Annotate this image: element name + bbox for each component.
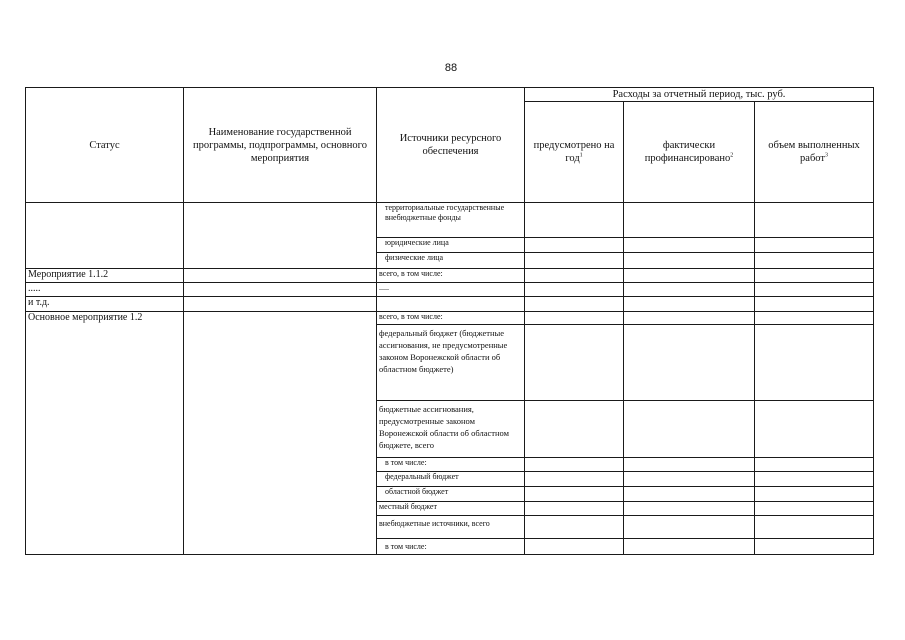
table-row: [26, 269, 874, 283]
page-number: 88: [444, 62, 458, 74]
value-cell: [755, 325, 874, 401]
value-cell: [755, 458, 874, 472]
source-cell: .....: [377, 283, 525, 297]
value-cell: [755, 312, 874, 325]
value-cell: [525, 283, 624, 297]
value-cell: [624, 269, 755, 283]
value-cell: [624, 325, 755, 401]
value-cell: [624, 472, 755, 487]
name-cell: [184, 203, 377, 269]
source-cell: местный бюджет: [377, 502, 525, 516]
value-cell: [525, 401, 624, 458]
footnote-marker: 1: [579, 152, 583, 159]
header-works: [755, 102, 874, 203]
header-row: [26, 88, 874, 102]
value-cell: [755, 401, 874, 458]
source-cell: в том числе:: [377, 539, 525, 555]
source-cell: федеральный бюджет (бюджетные ассигнования, не предусмотренные законом Воронежской области об областном бюджете): [377, 325, 525, 401]
value-cell: [525, 325, 624, 401]
value-cell: [755, 472, 874, 487]
value-cell: [624, 283, 755, 297]
value-cell: [755, 269, 874, 283]
header-status: Статус: [26, 88, 184, 203]
value-cell: [624, 203, 755, 238]
source-cell: юридические лица: [377, 238, 525, 253]
value-cell: [755, 238, 874, 253]
status-cell: и т.д.: [26, 297, 184, 312]
value-cell: [624, 487, 755, 502]
value-cell: [624, 312, 755, 325]
footnote-marker: 2: [730, 152, 734, 159]
value-cell: [525, 502, 624, 516]
value-cell: [624, 297, 755, 312]
value-cell: [755, 253, 874, 269]
source-cell: всего, в том числе:: [377, 269, 525, 283]
source-cell: в том числе:: [377, 458, 525, 472]
value-cell: [755, 539, 874, 555]
header-expenses: Расходы за отчетный период, тыс. руб.: [525, 88, 874, 102]
header-works-label: объем выполненных работ: [768, 140, 860, 164]
name-cell: [184, 283, 377, 297]
value-cell: [624, 253, 755, 269]
header-financed-label: фактически профинансировано: [644, 140, 731, 164]
value-cell: [525, 539, 624, 555]
header-planned-label: предусмотрено на год: [533, 140, 615, 164]
name-cell: [184, 312, 377, 555]
name-cell: [184, 297, 377, 312]
table-row: [26, 312, 874, 325]
source-cell: [377, 297, 525, 312]
status-cell: [26, 203, 184, 269]
value-cell: [525, 203, 624, 238]
source-cell: областной бюджет: [377, 487, 525, 502]
value-cell: [525, 472, 624, 487]
value-cell: [624, 401, 755, 458]
source-cell: территориальные государственные внебюджетные фонды: [377, 203, 525, 238]
status-cell: Мероприятие 1.1.2: [26, 269, 184, 283]
source-cell: внебюджетные источники, всего: [377, 516, 525, 539]
status-cell: .....: [26, 283, 184, 297]
value-cell: [755, 516, 874, 539]
value-cell: [755, 283, 874, 297]
table-row: [26, 203, 874, 238]
value-cell: [525, 238, 624, 253]
header-planned: [525, 102, 624, 203]
source-cell: бюджетные ассигнования, предусмотренные законом Воронежской области об областном бюджете, всего: [377, 401, 525, 458]
header-name: Наименование государственной программы, подпрограммы, основного мероприятия: [184, 88, 377, 203]
status-cell: Основное мероприятие 1.2: [26, 312, 184, 555]
name-cell: [184, 269, 377, 283]
table-row: [26, 297, 874, 312]
value-cell: [755, 502, 874, 516]
header-sources: Источники ресурсного обеспечения: [377, 88, 525, 203]
value-cell: [525, 487, 624, 502]
value-cell: [755, 487, 874, 502]
value-cell: [525, 269, 624, 283]
footnote-marker: 3: [824, 152, 828, 159]
report-table: [25, 87, 874, 555]
value-cell: [525, 312, 624, 325]
value-cell: [624, 502, 755, 516]
value-cell: [624, 238, 755, 253]
source-cell: федеральный бюджет: [377, 472, 525, 487]
table-row: [26, 283, 874, 297]
value-cell: [624, 516, 755, 539]
value-cell: [624, 458, 755, 472]
value-cell: [755, 203, 874, 238]
value-cell: [525, 516, 624, 539]
header-financed: [624, 102, 755, 203]
source-cell: всего, в том числе:: [377, 312, 525, 325]
value-cell: [525, 253, 624, 269]
source-cell: физические лица: [377, 253, 525, 269]
value-cell: [755, 297, 874, 312]
value-cell: [624, 539, 755, 555]
value-cell: [525, 458, 624, 472]
value-cell: [525, 297, 624, 312]
